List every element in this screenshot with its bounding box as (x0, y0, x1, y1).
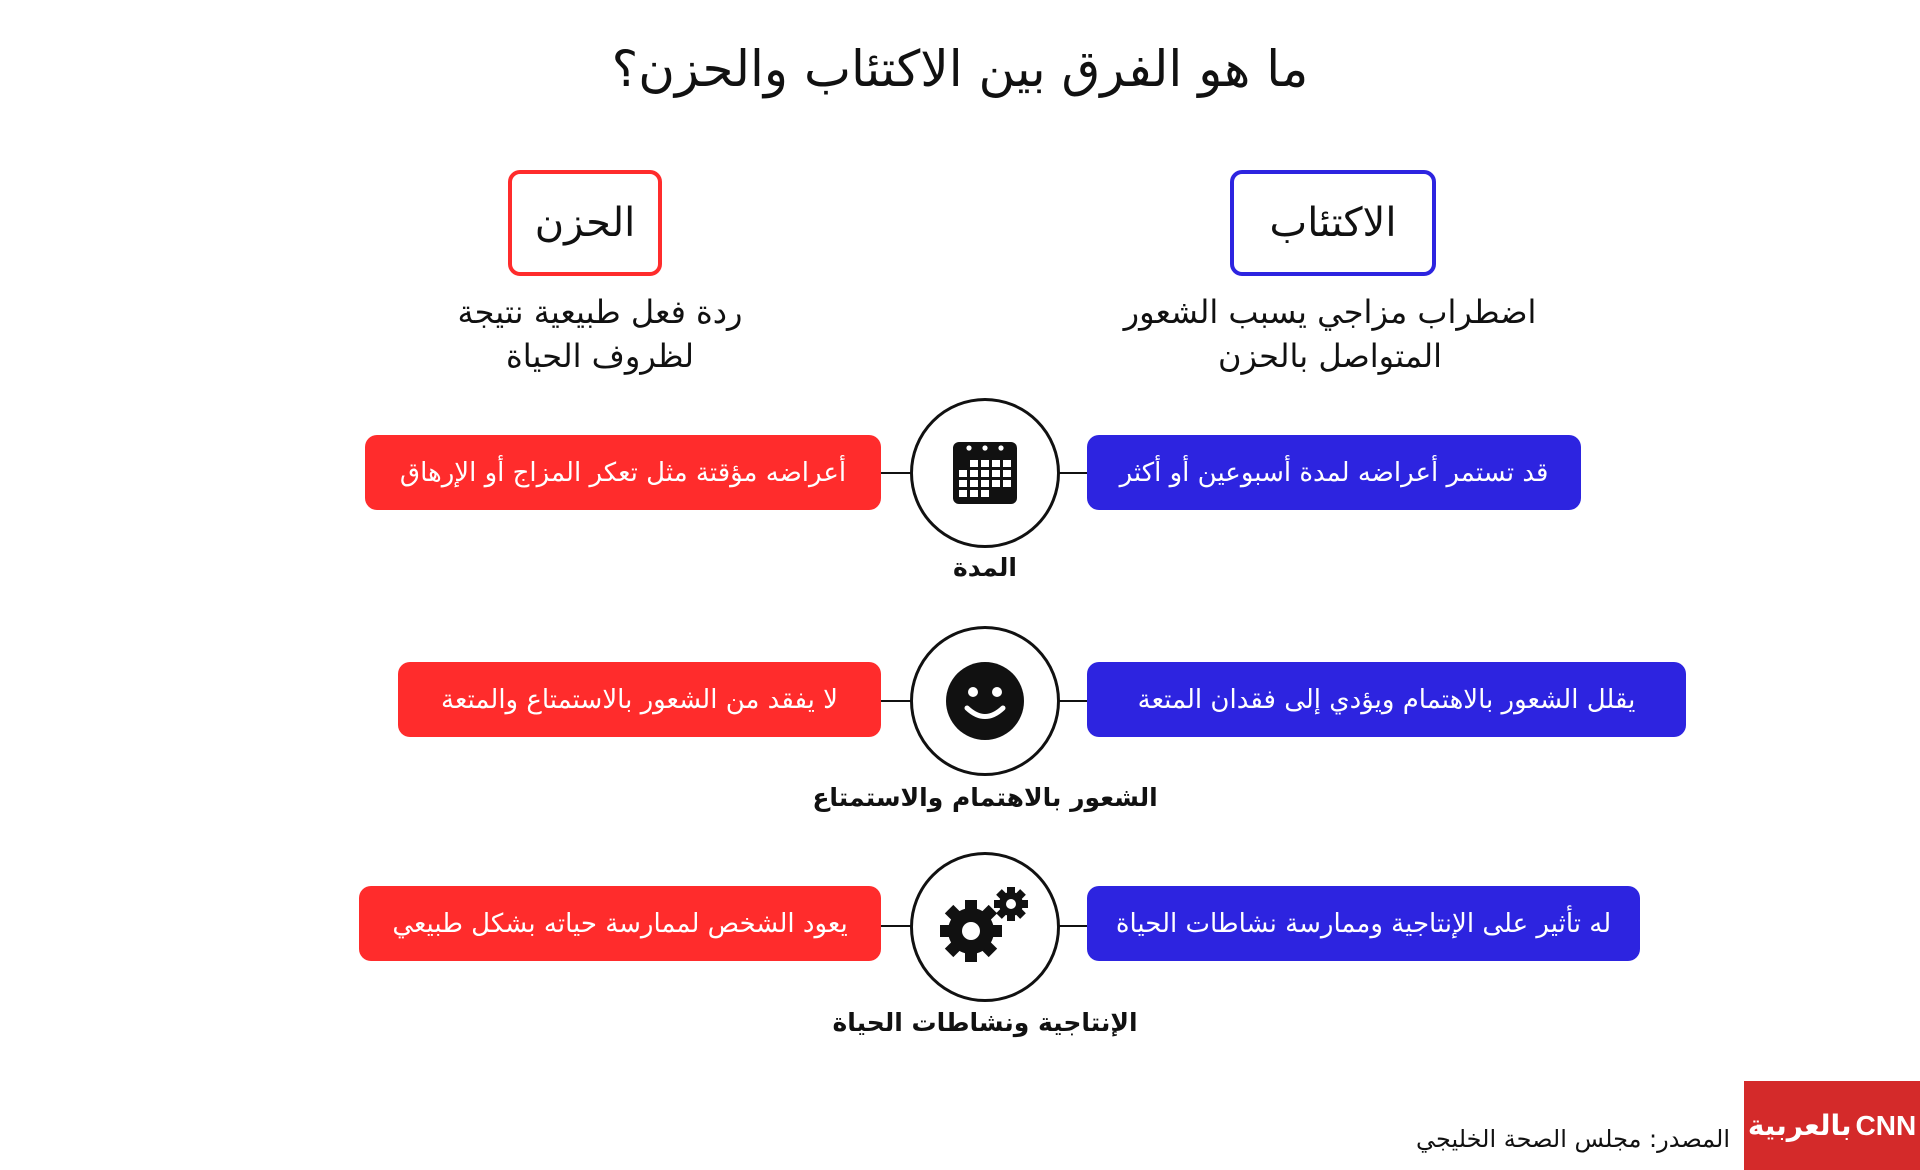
logo-cnn-text: CNN (1855, 1109, 1917, 1141)
row3-sadness-text: يعود الشخص لممارسة حياته بشكل طبيعي (392, 908, 848, 939)
sadness-description (380, 290, 820, 378)
row1-depression-pill (1087, 435, 1581, 510)
smiley-face-icon (945, 661, 1025, 741)
row2-depression-text: يقلل الشعور بالاهتمام ويؤدي إلى فقدان المتعة (1137, 684, 1636, 715)
row1-sadness-text: أعراضه مؤقتة مثل تعكر المزاج أو الإرهاق (399, 457, 847, 488)
row3-icon-circle (910, 852, 1060, 1002)
row2-icon-circle (910, 626, 1060, 776)
row3-sadness-pill (359, 886, 881, 961)
row1-label: المدة (953, 553, 1017, 582)
depression-description (1060, 290, 1600, 378)
row2-sadness-pill (398, 662, 881, 737)
row1-connector-right (1056, 472, 1088, 474)
row2-label: الشعور بالاهتمام والاستمتاع (812, 783, 1158, 812)
row3-connector-left (880, 925, 912, 927)
logo-arabic-text: بالعربية (1747, 1109, 1852, 1142)
calendar-icon (952, 440, 1018, 506)
row1-connector-left (880, 472, 912, 474)
row3-depression-text: له تأثير على الإنتاجية وممارسة نشاطات الحياة (1115, 908, 1612, 939)
page-title: ما هو الفرق بين الاكتئاب والحزن؟ (611, 40, 1309, 98)
source-note: المصدر: مجلس الصحة الخليجي (1415, 1125, 1730, 1153)
row2-connector-left (880, 700, 912, 702)
sadness-heading: الحزن (534, 200, 636, 246)
row1-icon-circle (910, 398, 1060, 548)
row2-connector-right (1056, 700, 1088, 702)
cnn-arabic-logo (1744, 1081, 1920, 1170)
row1-sadness-pill (365, 435, 881, 510)
row3-depression-pill (1087, 886, 1640, 961)
row2-sadness-text: لا يفقد من الشعور بالاستمتاع والمتعة (441, 684, 838, 715)
sadness-heading-box (508, 170, 662, 276)
depression-description-line-1: اضطراب مزاجي يسبب الشعور (1123, 293, 1537, 331)
sadness-description-line-1: ردة فعل طبيعية نتيجة (457, 293, 743, 331)
gears-icon (935, 887, 1035, 967)
depression-heading: الاكتئاب (1269, 200, 1397, 246)
row2-depression-pill (1087, 662, 1686, 737)
depression-heading-box (1230, 170, 1436, 276)
sadness-description-line-2: لظروف الحياة (506, 337, 694, 375)
row1-depression-text: قد تستمر أعراضه لمدة أسبوعين أو أكثر (1119, 457, 1549, 488)
depression-description-line-2: المتواصل بالحزن (1217, 337, 1442, 375)
row3-connector-right (1056, 925, 1088, 927)
row3-label: الإنتاجية ونشاطات الحياة (832, 1008, 1138, 1037)
